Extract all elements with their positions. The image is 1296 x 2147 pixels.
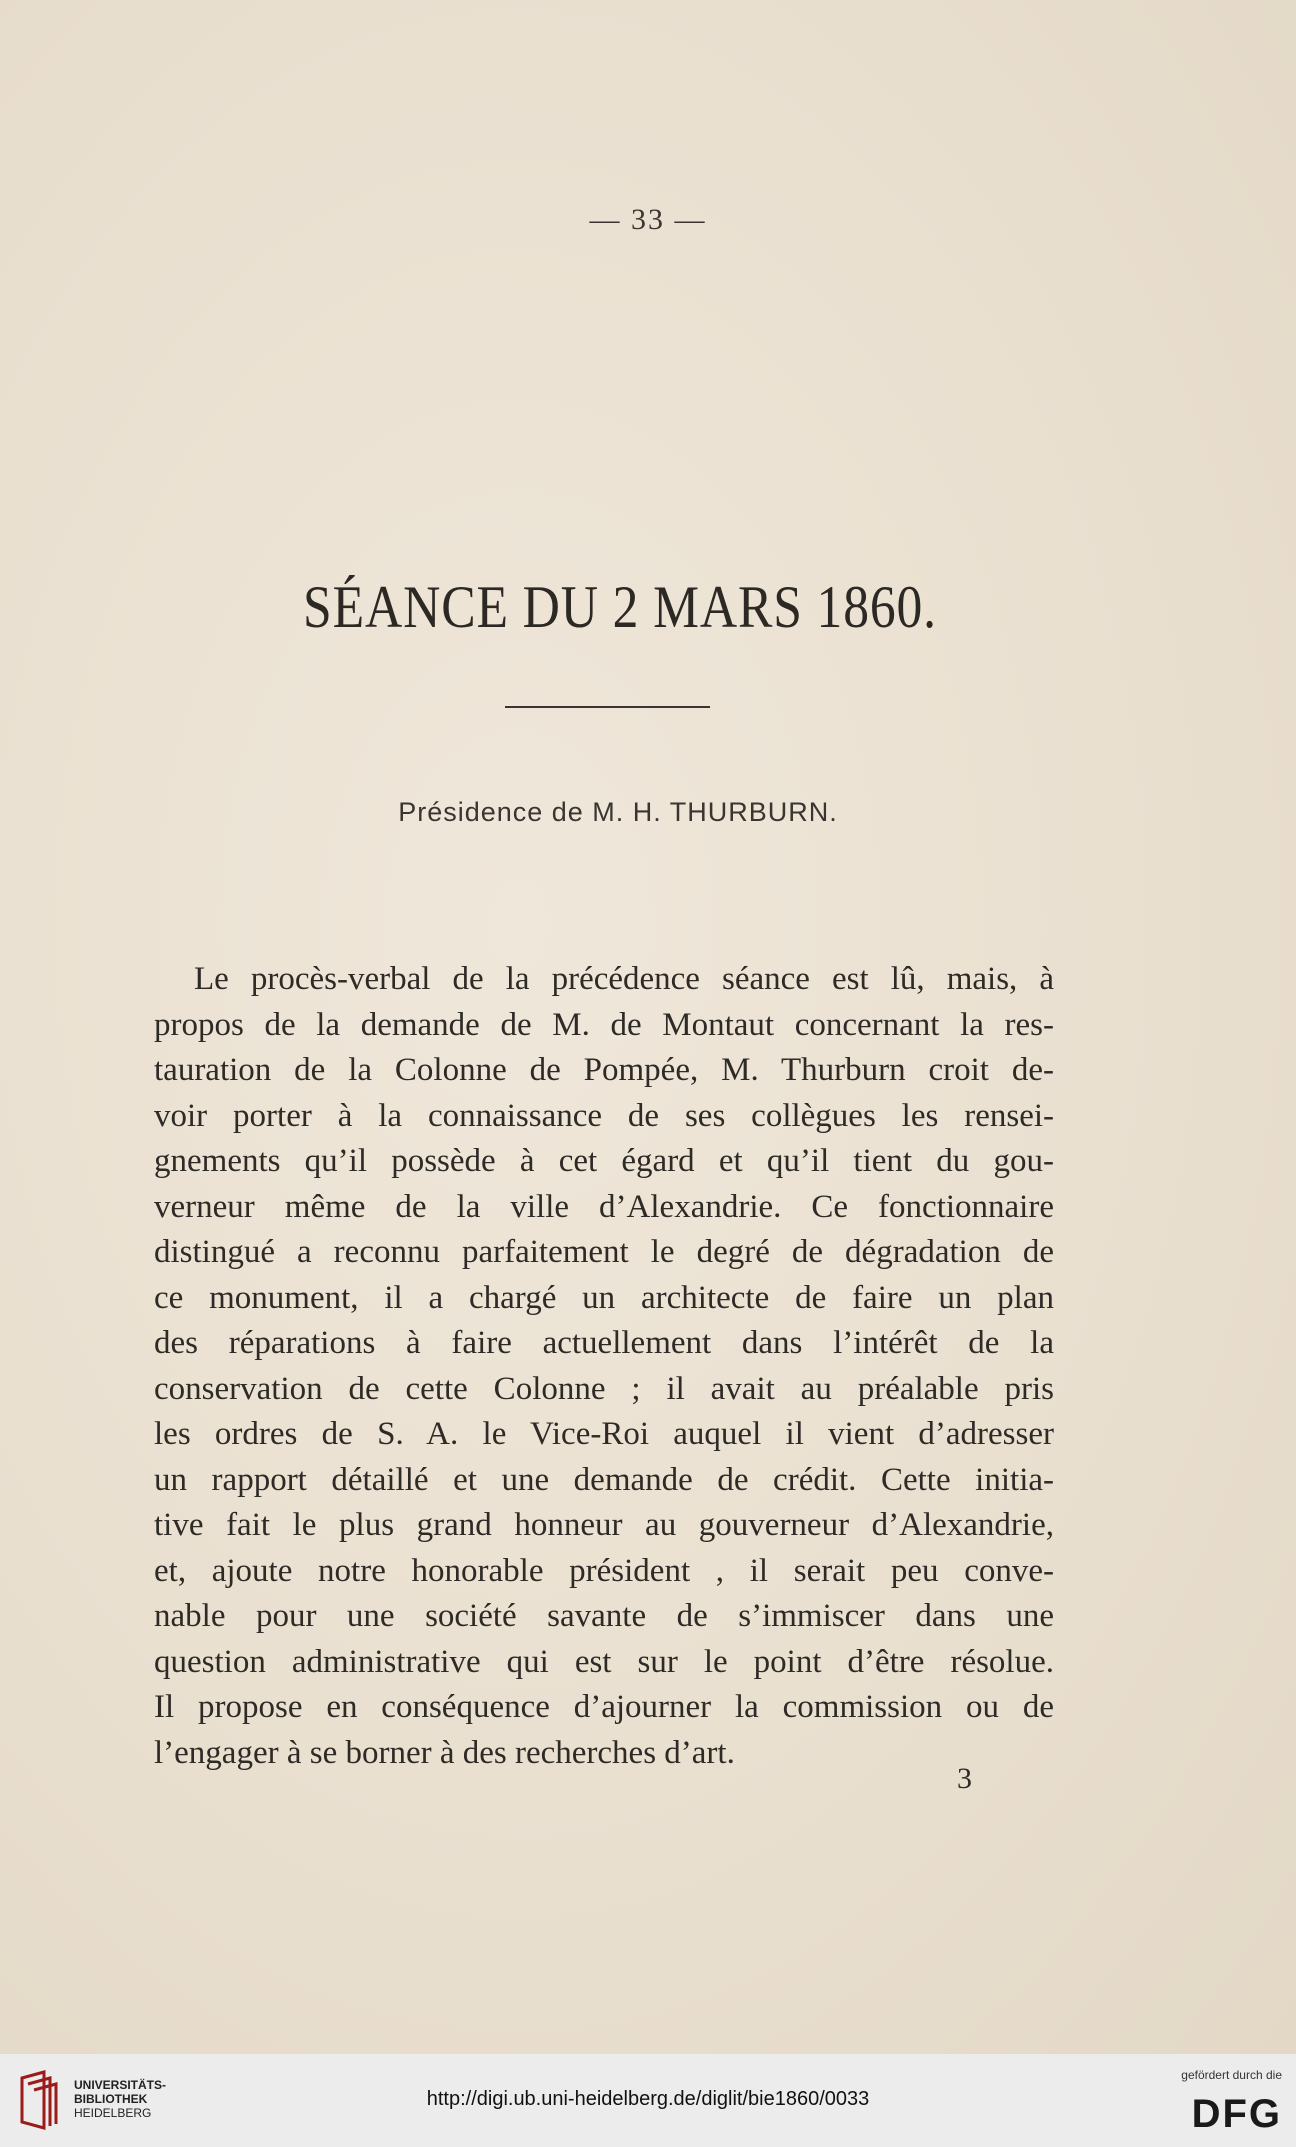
title-divider <box>505 706 710 708</box>
body-line: tive fait le plus grand honneur au gouverneur d’Alexandrie, <box>154 1507 1054 1543</box>
signature-mark: 3 <box>957 1762 972 1795</box>
body-line: l’engager à se borner à des recherches d’art. <box>154 1734 735 1771</box>
body-line: Le procès-verbal de la précédence séance est lû, mais, à <box>194 961 1054 997</box>
body-line: distingué a reconnu parfaitement le degré de dégradation de <box>154 1234 1054 1270</box>
body-line: et, ajoute notre honorable président , il serait peu conve- <box>154 1552 1054 1589</box>
body-line: conservation de cette Colonne ; il avait au préalable pris <box>154 1370 1054 1407</box>
body-line: des réparations à faire actuellement dans l’intérêt de la <box>154 1325 1054 1361</box>
body-line: verneur même de la ville d’Alexandrie. Ce fonctionnaire <box>154 1188 1054 1225</box>
body-line: un rapport détaillé et une demande de crédit. Cette initia- <box>154 1461 1054 1498</box>
funder-logo: DFG <box>1191 2092 1282 2136</box>
body-line: question administrative qui est sur le point d’être résolue. <box>154 1643 1054 1680</box>
body-line: tauration de la Colonne de Pompée, M. Thurburn croit de- <box>154 1052 1054 1088</box>
body-line: propos de la demande de M. de Montaut concernant la res- <box>154 1006 1054 1043</box>
permalink-url[interactable]: http://digi.ub.uni-heidelberg.de/diglit/bie1860/0033 <box>426 2088 870 2110</box>
funder-label: gefördert durch die <box>1181 2068 1282 2082</box>
body-line: les ordres de S. A. le Vice-Roi auquel il vient d’adresser <box>154 1416 1054 1452</box>
body-line: voir porter à la connaissance de ses collègues les rensei- <box>154 1097 1054 1134</box>
page-number: — 33 — <box>589 203 707 236</box>
presidence-line: Présidence de M. H. THURBURN. <box>398 797 838 827</box>
digitization-footer <box>0 2054 1296 2147</box>
body-line: ce monument, il a chargé un architecte de faire un plan <box>154 1279 1054 1316</box>
library-name-line: UNIVERSITÄTS- <box>74 2078 167 2092</box>
library-name-line: BIBLIOTHEK <box>74 2092 148 2106</box>
body-line: gnements qu’il possède à cet égard et qu’il tient du gou- <box>154 1143 1054 1179</box>
page-title: SÉANCE DU 2 MARS 1860. <box>303 574 937 640</box>
body-line: Il propose en conséquence d’ajourner la commission ou de <box>154 1689 1054 1725</box>
body-line: nable pour une société savante de s’immiscer dans une <box>154 1598 1054 1634</box>
body-paragraph <box>154 957 1054 1776</box>
library-name-line: HEIDELBERG <box>74 2106 152 2120</box>
